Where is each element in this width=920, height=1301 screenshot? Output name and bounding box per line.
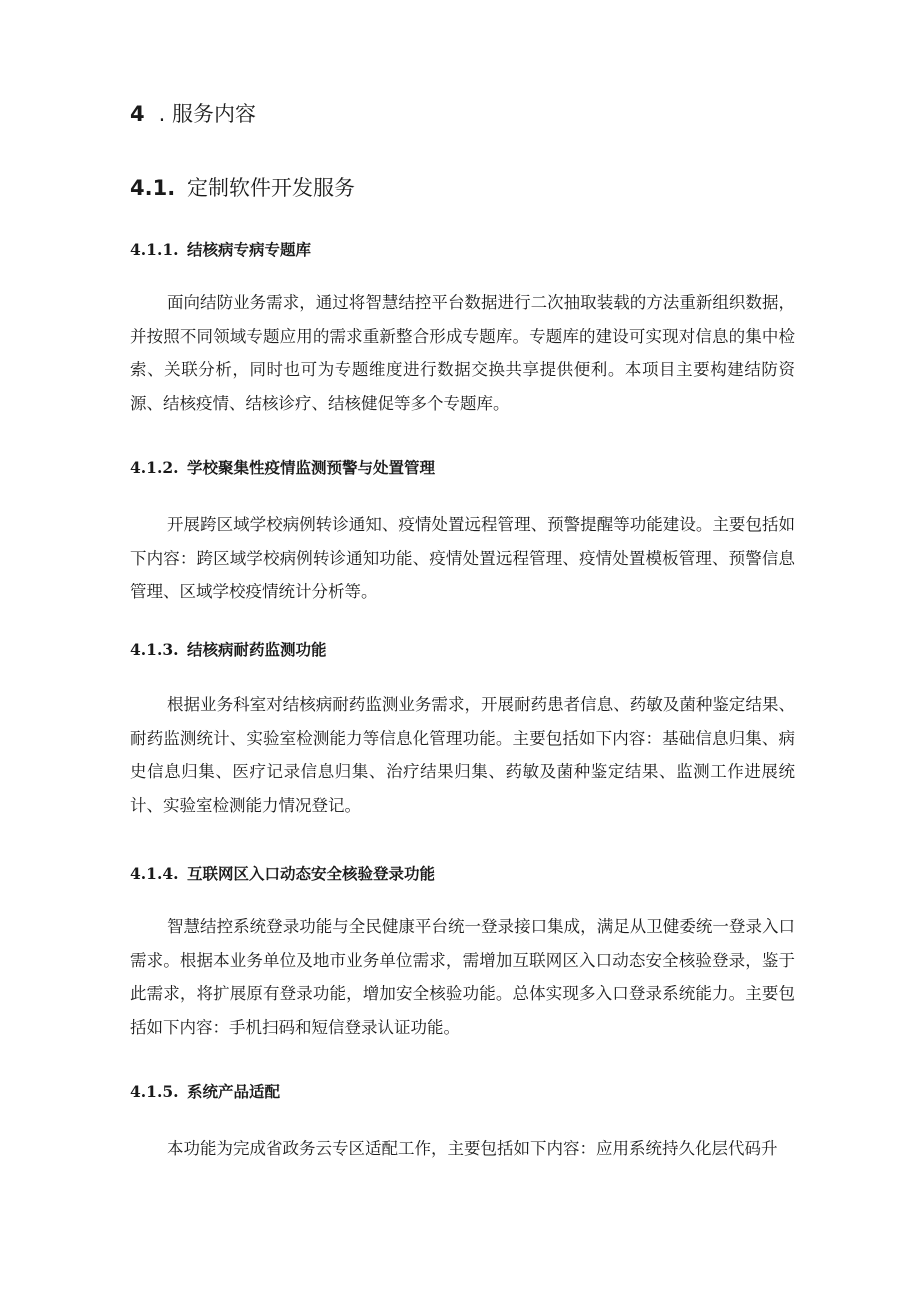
- section-number: 4.1.1.: [130, 240, 179, 259]
- heading-4: [130, 98, 256, 130]
- section-title: 互联网区入口动态安全核验登录功能: [187, 864, 436, 883]
- section-title: 结核病专病专题库: [187, 240, 312, 259]
- section-title: 系统产品适配: [187, 1082, 281, 1101]
- section-heading-4-1-1: [130, 238, 311, 262]
- section-body-4-1-4: 智慧结控系统登录功能与全民健康平台统一登录接口集成，满足从卫健委统一登录入口需求。根据本业务单位及地市业务单位需求，需增加互联网区入口动态安全核验登录，鉴于此需求，将扩展原有登录功能，增加安全核验功能。总体实现多入口登录系统能力。主要包括如下内容：手机扫码和短信登录认证功能。: [130, 917, 795, 1037]
- heading-4-title: . 服务内容: [158, 102, 256, 126]
- section-title: 结核病耐药监测功能: [187, 640, 327, 659]
- heading-4-1: [130, 172, 355, 204]
- heading-4-1-number: 4.1.: [130, 176, 176, 200]
- section-number: 4.1.3.: [130, 640, 179, 659]
- section-body-4-1-3: 根据业务科室对结核病耐药监测业务需求，开展耐药患者信息、药敏及菌种鉴定结果、耐药监测统计、实验室检测能力等信息化管理功能。主要包括如下内容：基础信息归集、病史信息归集、医疗记录信息归集、治疗结果归集、药敏及菌种鉴定结果、监测工作进展统计、实验室检测能力情况登记。: [130, 695, 795, 815]
- section-heading-4-1-4: [130, 862, 435, 886]
- section-number: 4.1.5.: [130, 1082, 179, 1101]
- section-number: 4.1.2.: [130, 458, 179, 477]
- section-body-4-1-2: 开展跨区域学校病例转诊通知、疫情处置远程管理、预警提醒等功能建设。主要包括如下内容：跨区域学校病例转诊通知功能、疫情处置远程管理、疫情处置模板管理、预警信息管理、区域学校疫情统计分析等。: [130, 515, 795, 601]
- heading-4-1-title: 定制软件开发服务: [187, 176, 355, 200]
- section-heading-4-1-2: [130, 456, 435, 480]
- heading-4-number: 4: [130, 102, 145, 126]
- section-body-4-1-1: 面向结防业务需求，通过将智慧结控平台数据进行二次抽取装载的方法重新组织数据，并按照不同领域专题应用的需求重新整合形成专题库。专题库的建设可实现对信息的集中检索、关联分析，同时也可为专题维度进行数据交换共享提供便利。本项目主要构建结防资源、结核疫情、结核诊疗、结核健促等多个专题库。: [130, 293, 795, 413]
- section-title: 学校聚集性疫情监测预警与处置管理: [187, 458, 436, 477]
- section-heading-4-1-3: [130, 638, 327, 662]
- section-body-4-1-5: 本功能为完成省政务云专区适配工作，主要包括如下内容：应用系统持久化层代码升: [167, 1139, 778, 1158]
- section-number: 4.1.4.: [130, 864, 179, 883]
- section-heading-4-1-5: [130, 1080, 280, 1104]
